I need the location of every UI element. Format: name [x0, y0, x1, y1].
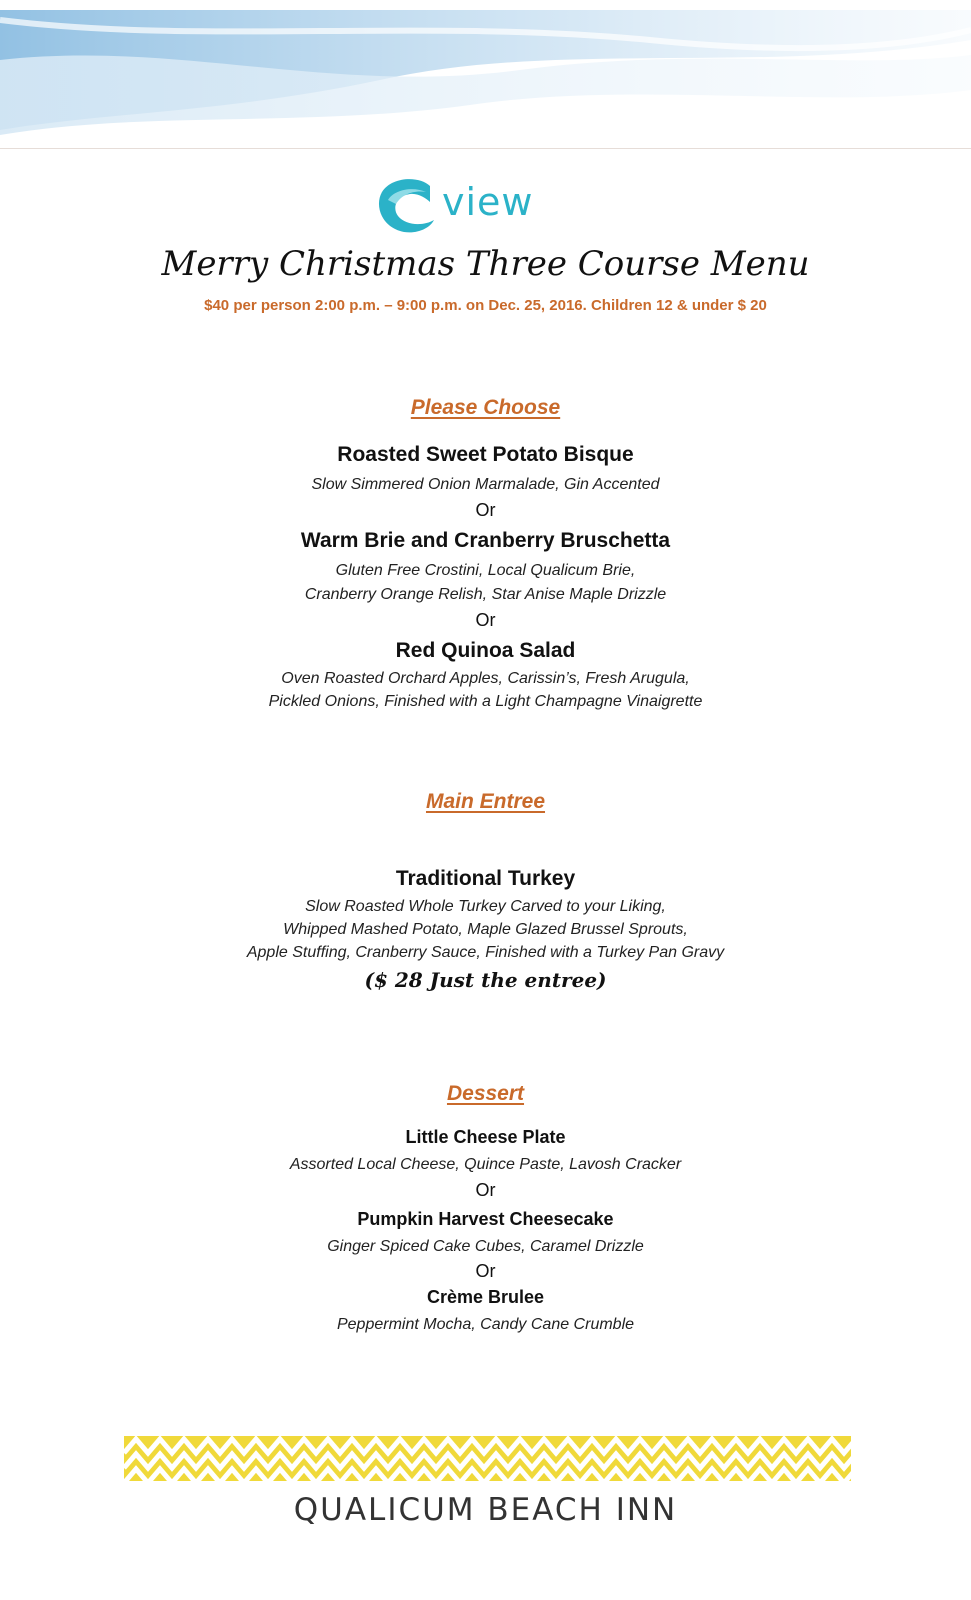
section-heading-main: Main Entree: [425, 790, 546, 813]
section-heading-dessert: Dessert: [446, 1082, 525, 1105]
header-wave-graphic: [0, 0, 971, 150]
dish-description: Slow Roasted Whole Turkey Carved to your Liking,: [305, 898, 666, 915]
menu-title: Merry Christmas Three Course Menu: [161, 244, 810, 284]
or-separator: Or: [475, 1261, 496, 1281]
dish-name: Little Cheese Plate: [405, 1127, 566, 1147]
dish-name: Pumpkin Harvest Cheesecake: [357, 1209, 614, 1229]
dish-description: Ginger Spiced Cake Cubes, Caramel Drizzle: [327, 1238, 644, 1255]
c-swirl-logo-icon: [376, 176, 442, 236]
menu-subtitle: $40 per person 2:00 p.m. – 9:00 p.m. on Dec. 25, 2016. Children 12 & under $ 20: [204, 297, 767, 314]
section-heading-starter: Please Choose: [410, 396, 561, 419]
dish-description: Pickled Onions, Finished with a Light Champagne Vinaigrette: [268, 693, 703, 710]
dish-description: Apple Stuffing, Cranberry Sauce, Finished with a Turkey Pan Gravy: [246, 944, 725, 961]
dish-description: Assorted Local Cheese, Quince Paste, Lavosh Cracker: [289, 1156, 682, 1173]
or-separator: Or: [475, 1180, 496, 1200]
footer-chevron-pattern: [124, 1436, 851, 1481]
logo-wordmark: view: [442, 180, 534, 224]
header-divider: [0, 148, 971, 149]
view-logo: [376, 176, 586, 238]
dish-name: Traditional Turkey: [395, 867, 576, 890]
dish-name: Roasted Sweet Potato Bisque: [337, 443, 634, 466]
dish-description: Oven Roasted Orchard Apples, Carissin’s, Fresh Arugula,: [281, 670, 690, 687]
dish-description: Slow Simmered Onion Marmalade, Gin Accented: [311, 476, 660, 493]
dish-description: Whipped Mashed Potato, Maple Glazed Brussel Sprouts,: [283, 921, 688, 938]
dish-name: Crème Brulee: [426, 1287, 545, 1307]
or-separator: Or: [475, 500, 496, 520]
dish-description: Cranberry Orange Relish, Star Anise Maple Drizzle: [304, 586, 667, 603]
dish-name: Red Quinoa Salad: [395, 639, 576, 662]
dish-description: Peppermint Mocha, Candy Cane Crumble: [336, 1316, 635, 1333]
entree-price-note: ($ 28 Just the entree): [364, 968, 607, 992]
or-separator: Or: [475, 610, 496, 630]
footer-inn-name: QUALICUM BEACH INN: [293, 1492, 678, 1528]
dish-description: Gluten Free Crostini, Local Qualicum Brie,: [335, 562, 636, 579]
dish-name: Warm Brie and Cranberry Bruschetta: [300, 529, 671, 552]
